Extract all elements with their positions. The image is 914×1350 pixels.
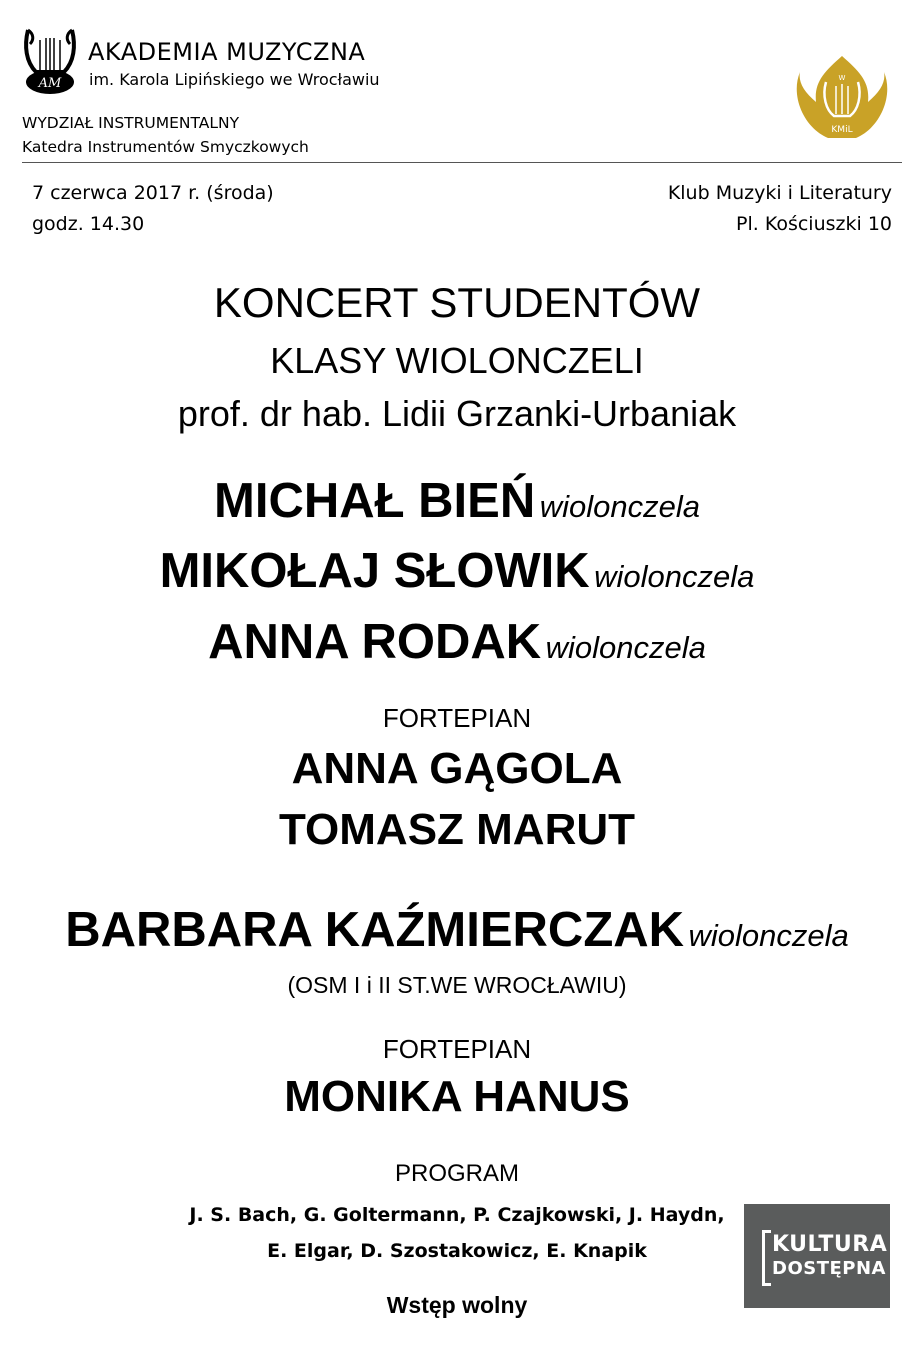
performer-instrument: wiolonczela: [545, 630, 706, 665]
piano-label: FORTEPIAN: [382, 703, 532, 733]
academy-name: AKADEMIA MUZYCZNA: [88, 38, 366, 66]
performer-name: MIKOŁAJ SŁOWIK: [159, 544, 590, 598]
faculty-name: WYDZIAŁ INSTRUMENTALNY: [22, 114, 240, 132]
event-venue: Klub Muzyki i Literatury: [667, 182, 892, 204]
performer-instrument: wiolonczela: [539, 489, 700, 524]
performer-name: ANNA RODAK: [208, 615, 542, 669]
piano-label: FORTEPIAN: [382, 1034, 532, 1064]
event-time: godz. 14.30: [32, 213, 145, 235]
badge-line2: DOSTĘPNA: [772, 1258, 886, 1279]
kmil-logo-text: KMiL: [831, 125, 853, 135]
concert-class: KLASY WIOLONCZELI: [270, 340, 644, 381]
concert-title: KONCERT STUDENTÓW: [213, 279, 701, 326]
kmil-logo: [794, 52, 890, 144]
academy-subtitle: im. Karola Lipińskiego we Wrocławiu: [89, 70, 380, 89]
kultura-dostepna-logo: [744, 1204, 890, 1308]
svg-text:W: W: [838, 74, 846, 82]
guest-instrument: wiolonczela: [688, 918, 849, 953]
pianist-name: MONIKA HANUS: [284, 1072, 630, 1121]
event-address: Pl. Kościuszki 10: [736, 213, 892, 235]
event-datetime: [32, 178, 274, 240]
guest-name: BARBARA KAŹMIERCZAK: [65, 903, 685, 957]
header-divider: [22, 162, 902, 163]
guest-performer-row: [0, 902, 914, 958]
svg-text:AM: AM: [38, 76, 62, 91]
badge-line1: KULTURA: [772, 1232, 888, 1257]
program-label: PROGRAM: [394, 1160, 519, 1187]
department-name: Katedra Instrumentów Smyczkowych: [22, 138, 309, 156]
guest-school: (OSM I i II ST.WE WROCŁAWIU): [287, 972, 627, 998]
performer-row: [0, 473, 914, 529]
composers-line: J. S. Bach, G. Goltermann, P. Czajkowski, J. Haydn,: [189, 1204, 725, 1226]
entry-info: Wstęp wolny: [386, 1292, 528, 1318]
composers-line: E. Elgar, D. Szostakowicz, E. Knapik: [267, 1240, 647, 1262]
academy-lyre-logo: [22, 26, 78, 96]
bracket-icon: [762, 1230, 771, 1286]
performer-row: [0, 543, 914, 599]
pianist-name: TOMASZ MARUT: [278, 805, 636, 854]
performer-instrument: wiolonczela: [594, 559, 755, 594]
event-location: [668, 178, 892, 240]
concert-professor: prof. dr hab. Lidii Grzanki-Urbaniak: [177, 393, 737, 434]
event-date: 7 czerwca 2017 r. (środa): [32, 182, 274, 204]
faculty-block: [22, 111, 309, 159]
performer-row: [0, 614, 914, 670]
performer-name: MICHAŁ BIEŃ: [214, 474, 536, 528]
pianist-name: ANNA GĄGOLA: [291, 744, 623, 793]
